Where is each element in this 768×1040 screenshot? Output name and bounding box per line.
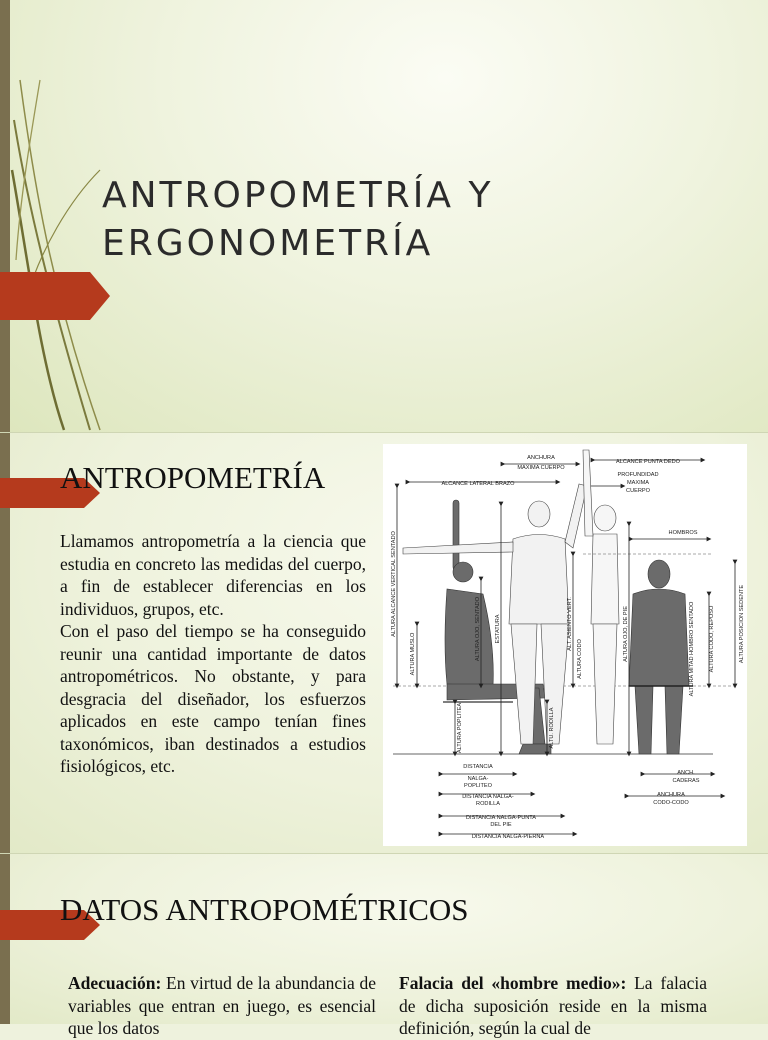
label-codo-codo-2: CODO-CODO [653,800,689,806]
column-right-label: Falacia del «hombre medio»: [399,973,627,993]
label-dist-rodilla: DISTANCIA NALGA- [462,794,514,800]
label-rodilla: ALTU. RODILLA [549,707,555,749]
standing-side-figure [583,450,619,744]
anthropometric-figure [383,444,747,846]
label-dist-popliteo: DISTANCIA [463,764,493,770]
paragraph-1: Llamamos antropometría a la ciencia que estudia en concreto las medidas del cuerpo, a fin de establecer diferencias en los individuos, grupos, etc. [60,531,366,619]
title-line-1: ANTROPOMETRÍA Y [102,175,494,216]
label-mitad-hombro: ALTURA MITAD HOMBRO SENTADO [689,601,695,697]
label-dist-popliteo-3: POPLITEO [464,783,492,789]
label-estatura: ESTATURA [495,614,501,644]
column-left-label: Adecuación: [68,973,162,993]
label-dist-punta: DISTANCIA NALGA-PUNTA [465,815,537,821]
label-ojo-sentado: ALTURA OJO, SENTADO [475,596,481,662]
label-codo-reposo: ALTURA CODO, REPOSO [709,605,715,673]
label-alcance-lateral: ALCANCE LATERAL BRAZO [441,481,515,487]
label-anchura: ANCHURA [527,455,555,461]
label-anch-caderas-2: CADERAS [672,778,700,784]
label-hombros: HOMBROS [668,530,698,536]
title-line-2: ERGONOMETRÍA [102,223,434,264]
column-left-text: En virtud de la abundancia de variables que entran en juego, es esencial que los datos [68,973,376,1038]
column-right [399,972,707,1040]
label-altura-muslo: ALTURA MUSLO [410,632,416,676]
label-altura-codo: ALTURA CODO [577,639,583,679]
label-dist-popliteo-2: NALGA- [467,776,489,782]
body-text [60,530,366,778]
label-posicion-sedente: ALTURA POSICION SEDENTE [739,584,745,664]
title-slide [0,0,768,432]
paragraph-2: Con el paso del tiempo se ha conseguido reunir una cantidad importante de datos antropométricos. No obstante, y para desgracia del diseñador, los esfuerzos aplicados en este campo tenían fines taxonómicos, iban destinados a estudios fisiológicos, etc. [60,621,366,776]
label-anchura-2: MAXIMA CUERPO [517,465,565,471]
label-ojo-de-pie: ALTURA OJO, DE PIE [623,606,629,662]
label-profundidad: PROFUNDIDAD [617,472,659,478]
label-poplitea: ALTURA POPLITEA [457,702,463,754]
column-left [68,972,376,1040]
label-alcance-punta: ALCANCE PUNTA DEDO [616,459,680,465]
label-profundidad-3: CUERPO [626,488,650,494]
slide-title [102,172,662,268]
label-codo-codo: ANCHURA [657,792,685,798]
standing-front-figure [403,484,587,744]
label-alt-asiento: ALT. ASIENTO VERT. [567,597,573,651]
label-dist-rodilla-2: RODILLA [476,801,500,807]
label-profundidad-2: MAXIMA [626,480,650,486]
section-heading: DATOS ANTROPOMÉTRICOS [60,892,469,927]
seated-back-figure [629,560,689,754]
label-dist-pierna: DISTANCIA NALGA-PIERNA [471,834,545,840]
label-anch-caderas: ANCH. [677,770,695,776]
accent-tab [0,272,110,320]
section-heading: ANTROPOMETRÍA [60,460,326,495]
column-right-text: La falacia de dicha suposición reside en la misma definición, según la cual de [399,973,707,1038]
label-alcance-vertical: ALTURA ALCANCE VERTICAL SENTADO [391,531,397,637]
label-dist-punta-2: DEL PIE [490,822,512,828]
